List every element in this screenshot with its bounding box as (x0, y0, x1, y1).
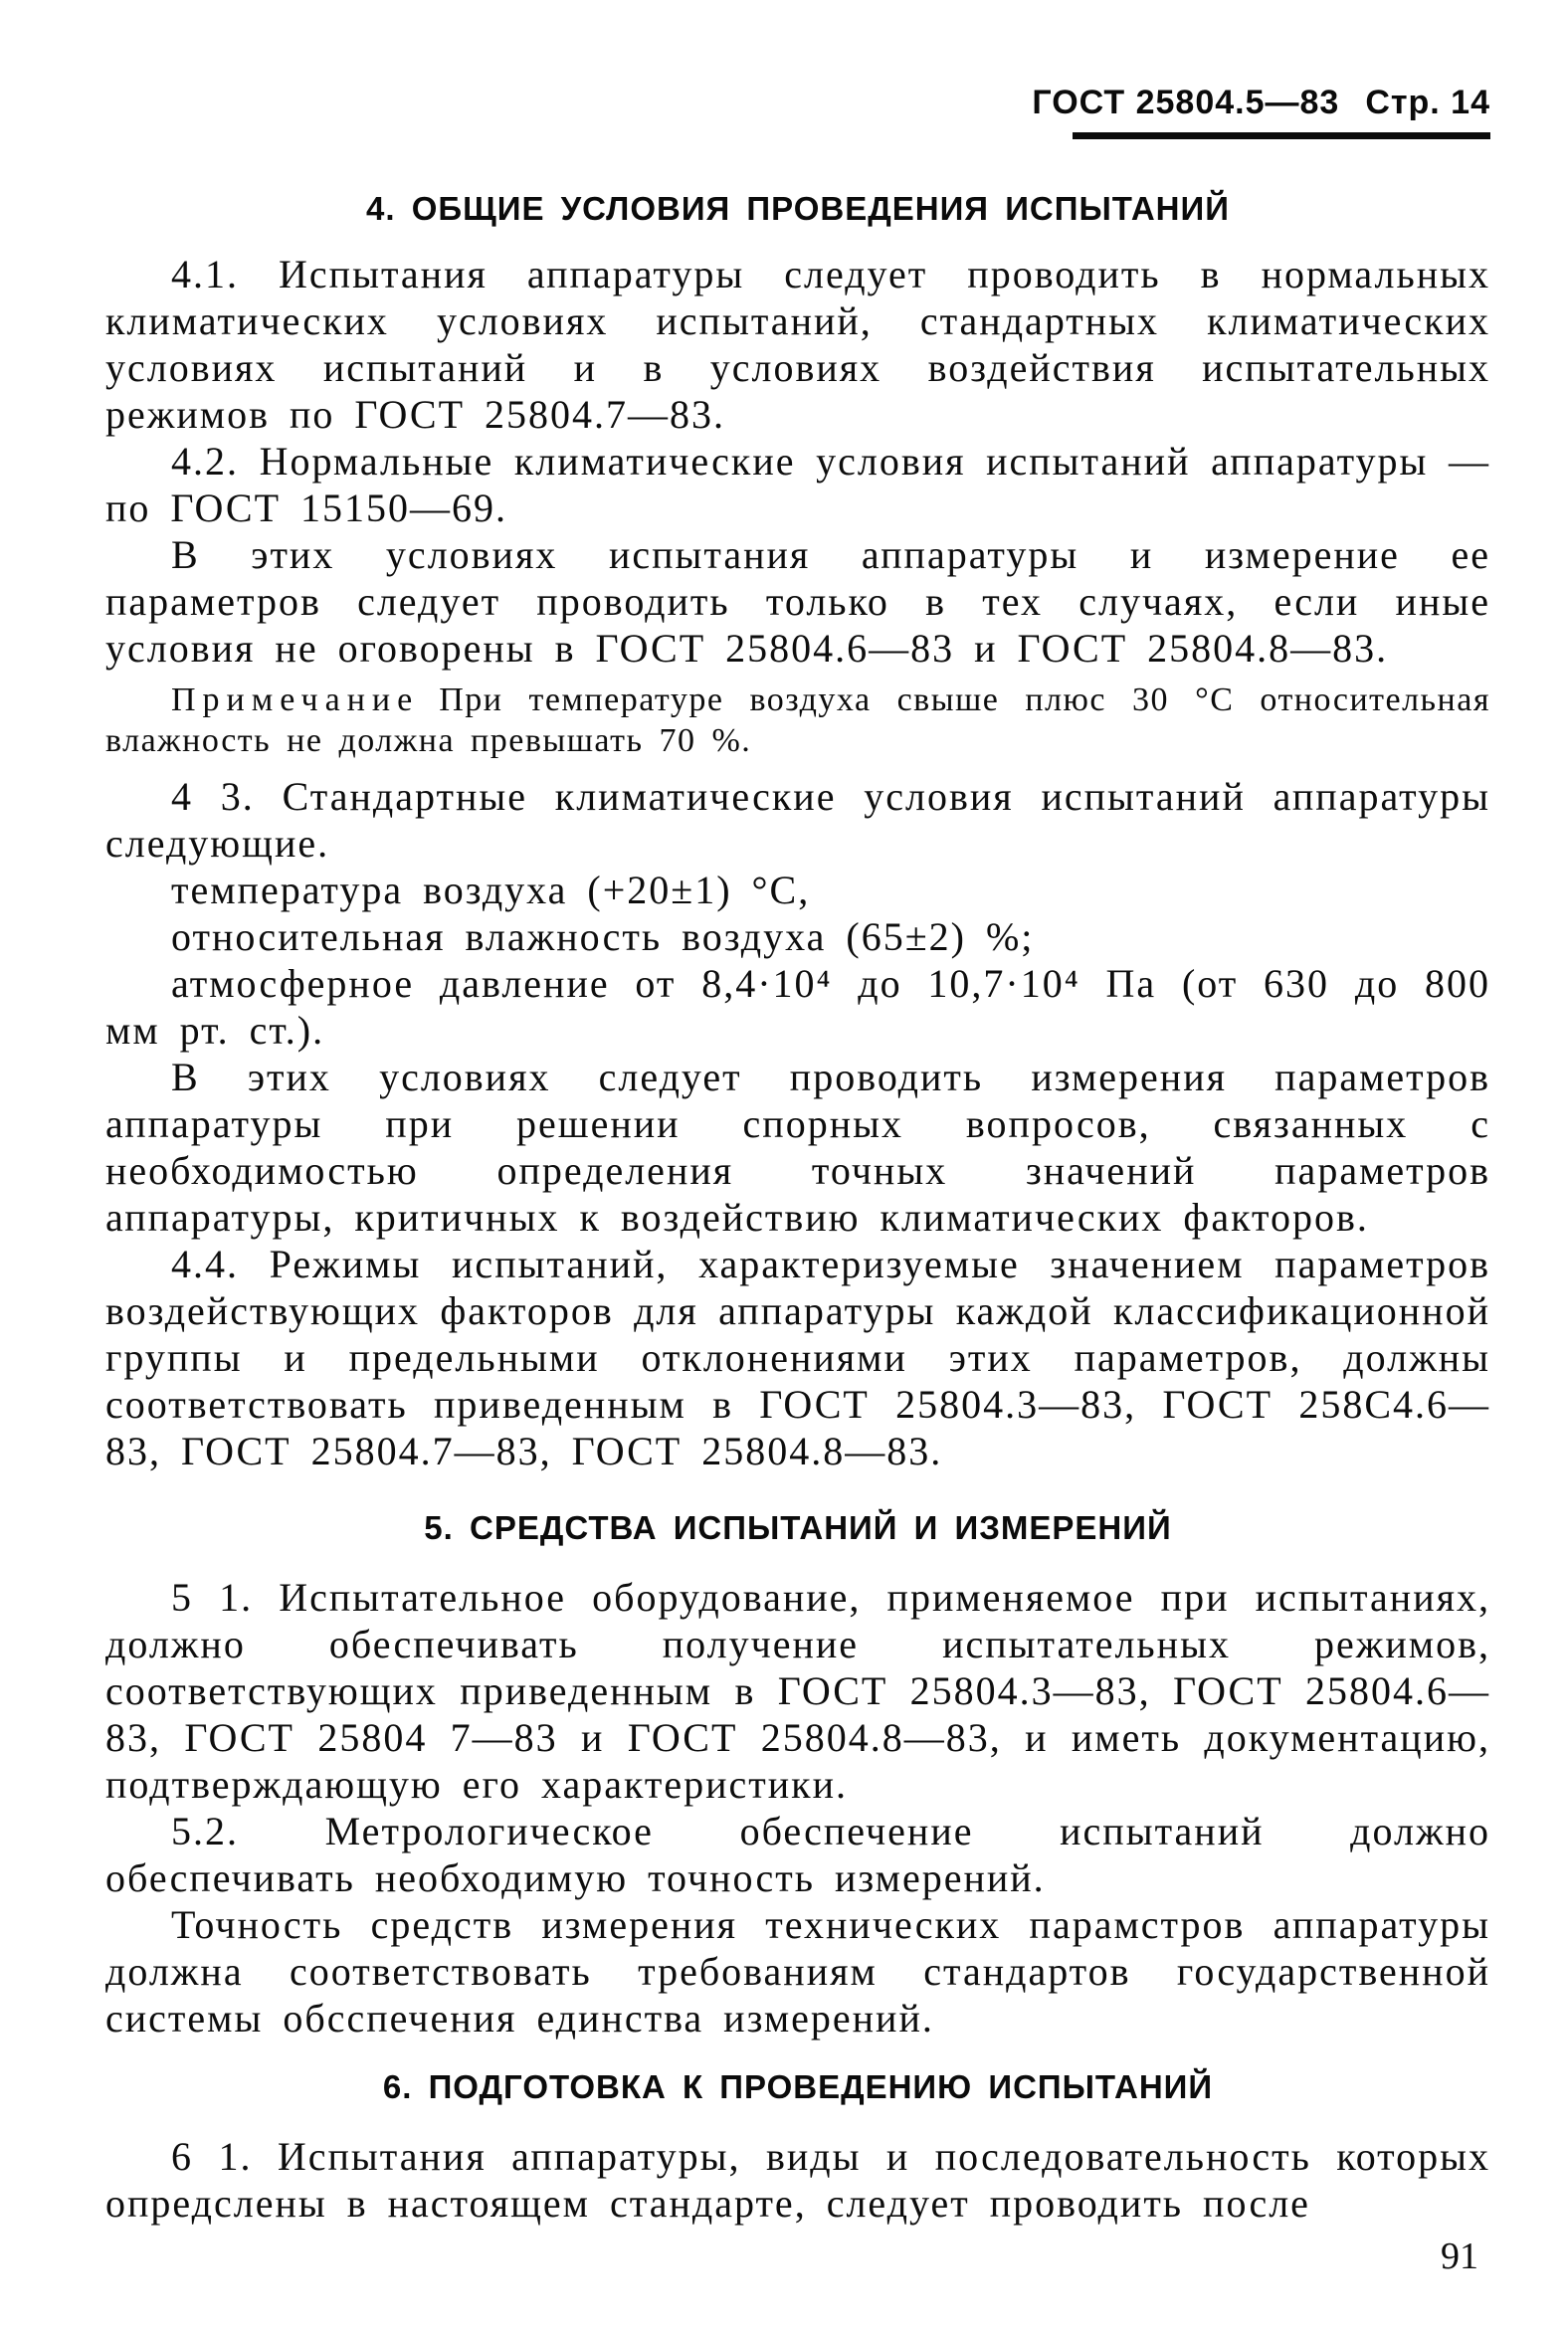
paragraph-4-3: 4 3. Стандартные климатические условия испытаний аппаратуры следующие. (105, 774, 1490, 866)
paragraph-5-2: 5.2. Метрологическое обеспечение испытаний должно обеспечивать необходимую точность измерений. (105, 1809, 1490, 1900)
section-heading-4: 4. ОБЩИЕ УСЛОВИЯ ПРОВЕДЕНИЯ ИСПЫТАНИЙ (366, 190, 1230, 227)
paragraph-5-1: 5 1. Испытательное оборудование, применяемое при испытаниях, должно обеспечивать получение испытательных режимов, соответствующих приведенным в ГОСТ 25804.3—83, ГОСТ 25804.6—83, ГОСТ 25804 7—83 и ГОСТ 25804.8—83, и иметь документацию, подтверждающую его характеристики. (105, 1575, 1490, 1807)
document-body (105, 189, 1490, 2227)
paragraph-4-2-continuation: В этих условиях испытания аппаратуры и измерение ее параметров следует проводить только в тех случаях, если иные условия не оговорены в ГОСТ 25804.6—83 и ГОСТ 25804.8—83. (105, 532, 1490, 671)
header-rule (1073, 132, 1490, 139)
page-number: 91 (1441, 2236, 1478, 2277)
paragraph-5-2-continuation: Точность средств измерения технических парамстров аппаратуры должна соответствовать требованиям стандартов государственной системы обсспечения единства измерений. (105, 1902, 1490, 2041)
note-paragraph (105, 680, 1490, 761)
paragraph-4-1: 4.1. Испытания аппаратуры следует проводить в нормальных климатических условиях испытаний, стандартных климатических условиях испытаний и в условиях воздействия испытательных режимов по ГОСТ 25804.7—83. (105, 252, 1490, 437)
paragraph-6-1: 6 1. Испытания аппаратуры, виды и последовательность которых опредслены в настоящем стандарте, следует проводить после (105, 2134, 1490, 2226)
condition-item-pressure: атмосферное давление от 8,4·10⁴ до 10,7·10⁴ Па (от 630 до 800 мм рт. ст.). (105, 961, 1490, 1053)
page-header (1032, 84, 1490, 122)
section-heading-6: 6. ПОДГОТОВКА К ПРОВЕДЕНИЮ ИСПЫТАНИЙ (382, 2068, 1214, 2105)
standard-reference: ГОСТ 25804.5—83 (1032, 84, 1340, 121)
paragraph-4-2: 4.2. Нормальные климатические условия испытаний аппаратуры — по ГОСТ 15150—69. (105, 439, 1490, 530)
note-text: При температуре воздуха свыше плюс 30 °С относительная влажность не должна превышать 70 %. (105, 681, 1490, 759)
note-label: Примечание (171, 681, 420, 718)
section-heading-5: 5. СРЕДСТВА ИСПЫТАНИЙ И ИЗМЕРЕНИЙ (424, 1509, 1172, 1546)
paragraph-4-4: 4.4. Режимы испытаний, характеризуемые значением параметров воздействующих факторов для аппаратуры каждой классификационной группы и предельными отклонениями этих параметров, должны соответствовать приведенным в ГОСТ 25804.3—83, ГОСТ 258С4.6—83, ГОСТ 25804.7—83, ГОСТ 25804.8—83. (105, 1242, 1490, 1473)
paragraph-4-3-continuation: В этих условиях следует проводить измерения параметров аппаратуры при решении спорных вопросов, связанных с необходимостью определения точных значений параметров аппаратуры, критичных к воздействию климатических факторов. (105, 1055, 1490, 1240)
page-reference: Стр. 14 (1365, 84, 1490, 121)
condition-item-humidity: относительная влажность воздуха (65±2) %; (171, 914, 1035, 959)
condition-item-temperature: температура воздуха (+20±1) °С, (171, 868, 811, 912)
